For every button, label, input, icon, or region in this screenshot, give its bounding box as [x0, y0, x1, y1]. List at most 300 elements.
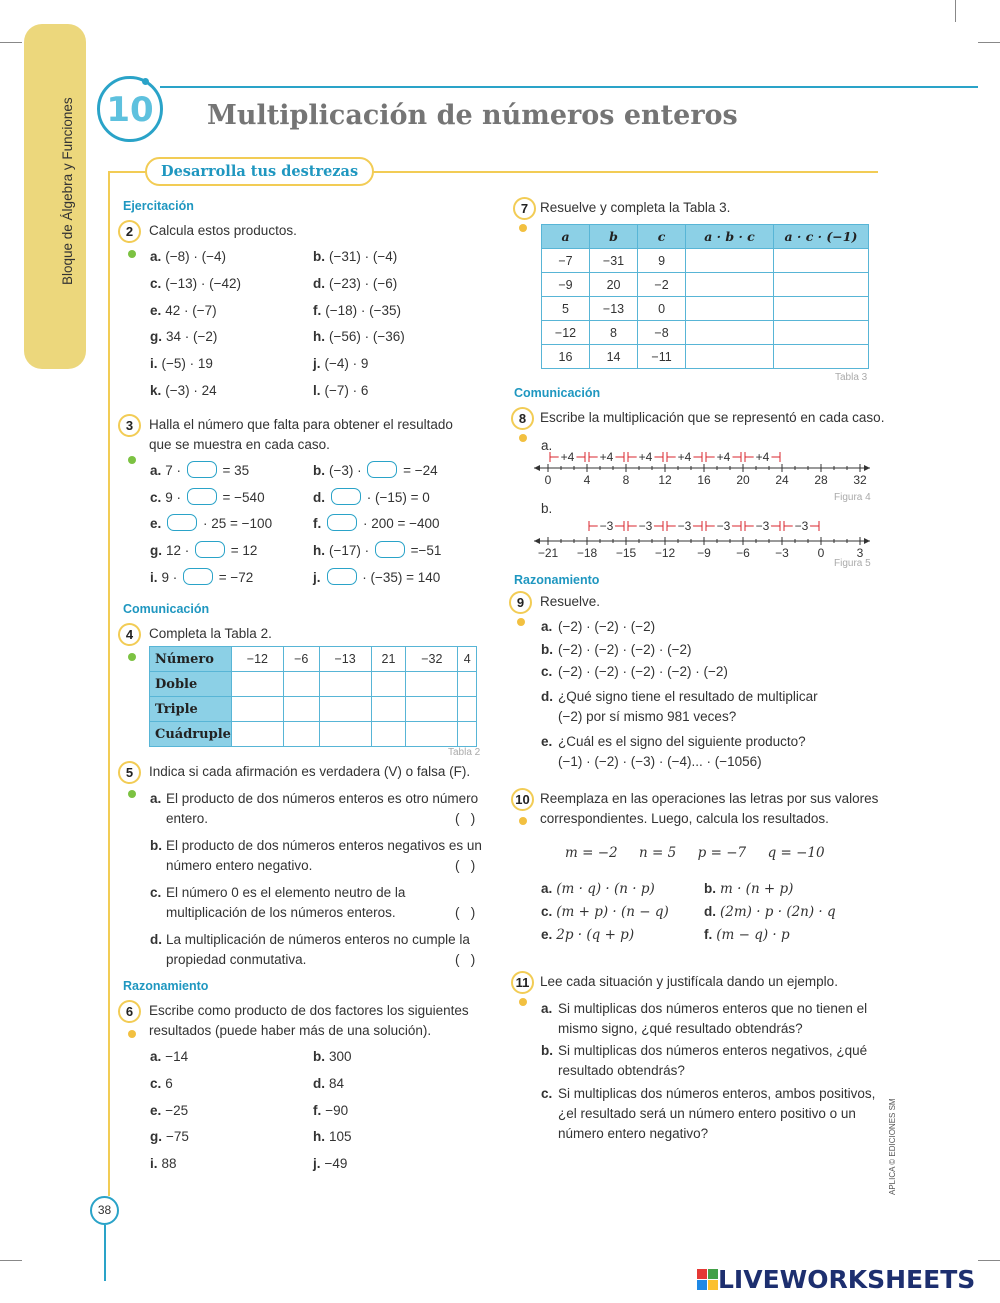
item-text: (−18) · (−35): [325, 302, 402, 318]
item-line: ¿Cuál es el signo del siguiente producto?: [558, 734, 806, 749]
item-label: f.: [704, 927, 713, 942]
answer-cell: [686, 249, 774, 273]
item-line: (−2) por sí mismo 981 veces?: [558, 709, 737, 724]
tick-label: 0: [817, 546, 825, 560]
item-text: (−7) · 6: [324, 383, 369, 398]
section-razonamiento: Razonamiento: [514, 573, 600, 587]
answer-blank: [167, 514, 197, 531]
column-header: b: [590, 225, 638, 249]
column-header: a · b · c: [686, 225, 774, 249]
tick-label: 0: [544, 473, 552, 487]
q6-item: [150, 1101, 188, 1121]
item-pre: (−3) ·: [329, 463, 366, 478]
tick-label: 28: [814, 473, 828, 487]
item-label: a.: [541, 619, 553, 634]
q2-item: [313, 274, 397, 294]
item-label: a.: [150, 1049, 162, 1064]
answer-blank: [187, 488, 217, 505]
q11-prompt: Lee cada situación y justifícala dando un ejemplo.: [540, 974, 838, 989]
item-line: (−2) · (−2) · (−2) · (−2): [558, 642, 692, 657]
crop-mark: [0, 42, 22, 43]
q3-item: [150, 514, 272, 534]
item-label: g.: [150, 329, 162, 345]
q2-item: [313, 301, 401, 321]
answer-blank: [367, 461, 397, 478]
table-row: [542, 345, 869, 369]
item-label: h.: [313, 329, 325, 345]
q6-item: [150, 1074, 173, 1094]
item-text: (2m) · p · (2n) · q: [720, 904, 836, 920]
liveworksheets-watermark: LIVEWORKSHEETS: [718, 1265, 976, 1294]
table-cell: −13: [590, 297, 638, 321]
jump-label: +4: [755, 450, 770, 464]
item-label: d.: [150, 932, 162, 947]
table-3-caption: Tabla 3: [835, 372, 868, 383]
q10-values: m = −2 n = 5 p = −7 q = −10: [565, 845, 825, 861]
item-label: b.: [313, 249, 325, 264]
level-dot: [519, 434, 527, 442]
table-cell: 21: [371, 647, 406, 672]
item-text: (−13) · (−42): [165, 275, 242, 291]
q2-item: [150, 381, 217, 401]
item-label: e.: [150, 1102, 162, 1118]
item-label: c.: [150, 885, 162, 900]
item-label: a.: [150, 791, 162, 806]
true-false-answer: ( ): [455, 811, 476, 826]
question-number: 4: [118, 623, 141, 646]
item-line: resultado obtendrás?: [558, 1063, 685, 1078]
row-header: Triple: [150, 697, 232, 722]
jump-label: +4: [677, 450, 692, 464]
item-text: −75: [166, 1129, 189, 1145]
answer-blank: [327, 514, 357, 531]
item-pre: 9 ·: [165, 489, 185, 505]
item-text: (−4) · 9: [324, 356, 369, 372]
item-label: f.: [313, 1102, 322, 1118]
arrow-left-icon: [534, 465, 540, 471]
answer-cell: [773, 249, 868, 273]
q6-item: [313, 1047, 352, 1067]
answer-cell: [686, 273, 774, 297]
level-dot: [128, 456, 136, 464]
statement-line: entero.: [166, 811, 209, 826]
arrow-right-icon: [864, 538, 870, 544]
table-2-caption: Tabla 2: [448, 747, 481, 758]
jump-label: −3: [755, 519, 770, 533]
table-cell: −2: [638, 273, 686, 297]
tick-label: −18: [576, 546, 598, 560]
item-label: e.: [541, 927, 553, 942]
answer-cell: [283, 672, 319, 697]
liveworksheets-logo-icon: [697, 1269, 719, 1291]
jump-label: +4: [560, 450, 575, 464]
item-text: (m + p) · (n − q): [556, 904, 669, 920]
statement-line: La multiplicación de números enteros no cumple la: [166, 932, 470, 947]
q6-item: [313, 1074, 344, 1094]
item-label: f.: [313, 516, 322, 532]
answer-blank: [195, 541, 225, 558]
table-cell: −8: [638, 321, 686, 345]
table-cell: −7: [542, 249, 590, 273]
item-text: (m · q) · (n · p): [556, 881, 655, 897]
level-dot: [519, 224, 527, 232]
item-label: d.: [704, 904, 716, 919]
q10-line-1: Reemplaza en las operaciones las letras por sus valores: [540, 791, 879, 806]
item-line: mismo signo, ¿qué resultado obtendrás?: [558, 1021, 803, 1036]
q6-item: [313, 1154, 347, 1174]
number-line-figure-5: [530, 515, 875, 565]
item-label: g.: [150, 1129, 162, 1145]
item-text: (−8) · (−4): [165, 249, 227, 264]
item-label: b.: [313, 463, 325, 478]
q6-item: [150, 1047, 188, 1067]
answer-cell: [371, 697, 406, 722]
section-comunicacion: Comunicación: [123, 602, 210, 616]
q3-prompt: Halla el número que falta para obtener el resultado que se muestra en cada caso.: [149, 417, 453, 452]
q8-label-a: a.: [541, 438, 553, 453]
answer-cell: [458, 672, 477, 697]
item-post: · 25 = −100: [199, 516, 273, 532]
column-header: a: [542, 225, 590, 249]
item-label: h.: [313, 1129, 325, 1145]
answer-blank: [327, 568, 357, 585]
table-cell: −12: [231, 647, 283, 672]
badge-dot: [142, 78, 149, 85]
tick-label: −12: [654, 546, 676, 560]
item-label: a.: [541, 1001, 553, 1016]
answer-cell: [406, 722, 458, 747]
answer-cell: [319, 697, 371, 722]
statement-line: propiedad conmutativa.: [166, 952, 307, 967]
answer-cell: [319, 722, 371, 747]
item-label: d.: [541, 689, 553, 704]
jump-label: −3: [599, 519, 614, 533]
table-row: [542, 273, 869, 297]
level-dot: [128, 250, 136, 258]
q2-item: [150, 274, 241, 294]
item-post: · (−15) = 0: [363, 489, 430, 505]
table-2: [149, 646, 477, 747]
answer-cell: [406, 672, 458, 697]
tick-label: −21: [537, 546, 559, 560]
table-cell: 4: [458, 647, 477, 672]
left-margin-rule: [108, 171, 110, 1196]
page-title: Multiplicación de números enteros: [207, 100, 738, 131]
level-dot: [519, 998, 527, 1006]
item-label: c.: [541, 904, 553, 919]
answer-cell: [458, 697, 477, 722]
item-text: 2p · (q + p): [556, 927, 635, 943]
item-line: Si multiplicas dos números enteros negativos, ¿qué: [558, 1043, 868, 1058]
item-label: j.: [313, 569, 321, 585]
side-tab: [24, 24, 86, 369]
answer-cell: [283, 697, 319, 722]
item-line: Si multiplicas dos números enteros, ambos positivos,: [558, 1086, 876, 1101]
item-label: j.: [313, 356, 321, 372]
answer-cell: [371, 672, 406, 697]
q2-item: [313, 354, 368, 374]
q6-item: [150, 1127, 189, 1147]
crop-mark: [0, 1260, 22, 1261]
question-number: 3: [118, 414, 141, 437]
level-dot: [128, 790, 136, 798]
table-cell: 0: [638, 297, 686, 321]
item-label: k.: [150, 383, 162, 398]
arrow-right-icon: [864, 465, 870, 471]
true-false-answer: ( ): [455, 905, 476, 920]
q6-item: [150, 1154, 177, 1174]
jump-label: −3: [677, 519, 692, 533]
side-tab-label: Bloque de Álgebra y Funciones: [60, 97, 75, 285]
item-post: · (−35) = 140: [358, 569, 441, 585]
tick-label: 4: [583, 473, 591, 487]
answer-blank: [375, 541, 405, 558]
q3-item: [313, 461, 438, 481]
item-line: Si multiplicas dos números enteros que no tienen el: [558, 1001, 868, 1016]
table-cell: 14: [590, 345, 638, 369]
q6-prompt: Escribe como producto de dos factores los siguientes resultados (puede haber más de una solución).: [149, 1003, 469, 1038]
item-post: =−51: [406, 543, 442, 559]
item-label: b.: [541, 642, 553, 657]
answer-cell: [686, 345, 774, 369]
item-line: (−2) · (−2) · (−2) · (−2) · (−2): [558, 664, 728, 679]
answer-blank: [183, 568, 213, 585]
item-label: a.: [150, 249, 162, 264]
answer-cell: [231, 697, 283, 722]
item-label: c.: [150, 489, 162, 505]
answer-cell: [319, 672, 371, 697]
table-cell: −6: [283, 647, 319, 672]
item-text: 34 · (−2): [166, 329, 218, 345]
arrow-left-icon: [534, 538, 540, 544]
item-post: = −72: [215, 569, 254, 585]
q9-prompt: Resuelve.: [540, 594, 601, 609]
statement-line: El número 0 es el elemento neutro de la: [166, 885, 406, 900]
q2-item: [150, 354, 213, 374]
item-label: b.: [541, 1043, 553, 1058]
answer-cell: [371, 722, 406, 747]
item-text: m · (n + p): [720, 881, 794, 897]
item-text: 42 · (−7): [165, 302, 217, 318]
q2-item: [150, 301, 217, 321]
question-number: 10: [511, 788, 534, 811]
item-label: h.: [313, 543, 325, 559]
level-dot: [128, 1030, 136, 1038]
q3-item: [313, 541, 441, 561]
level-dot: [128, 653, 136, 661]
item-label: a.: [150, 463, 162, 478]
question-number: 2: [118, 220, 141, 243]
item-text: (−31) · (−4): [329, 249, 398, 264]
statement-line: número entero negativo.: [166, 858, 313, 873]
item-pre: 7 ·: [165, 463, 185, 478]
item-post: = −540: [218, 489, 265, 505]
tick-label: −3: [775, 546, 789, 560]
item-text: 105: [329, 1129, 352, 1145]
q10-item: [541, 925, 634, 945]
question-number: 6: [118, 1000, 141, 1023]
item-label: f.: [313, 302, 322, 318]
item-label: i.: [150, 1156, 158, 1172]
tick-label: 3: [856, 546, 864, 560]
table-row: [150, 672, 477, 697]
jump-label: −3: [794, 519, 809, 533]
item-text: −49: [324, 1156, 348, 1172]
crop-mark: [978, 42, 1000, 43]
header-rule: [160, 86, 978, 88]
row-header: Número: [150, 647, 232, 672]
column-header: a · c · (−1): [773, 225, 868, 249]
q8-label-b: b.: [541, 501, 553, 516]
answer-cell: [231, 672, 283, 697]
table-cell: 16: [542, 345, 590, 369]
item-text: (m − q) · p: [716, 927, 790, 943]
item-pre: 12 ·: [166, 543, 194, 559]
item-label: l.: [313, 383, 321, 398]
answer-cell: [283, 722, 319, 747]
jump-label: −3: [716, 519, 731, 533]
q6-item: [313, 1101, 348, 1121]
question-number: 11: [511, 971, 534, 994]
row-header: Cuádruple: [150, 722, 232, 747]
tick-label: −6: [736, 546, 750, 560]
item-post: = 35: [218, 463, 250, 478]
answer-blank: [331, 488, 361, 505]
item-label: e.: [150, 302, 162, 318]
jump-label: +4: [599, 450, 614, 464]
item-label: e.: [541, 734, 553, 749]
item-label: e.: [150, 516, 162, 532]
statement-line: multiplicación de los números enteros.: [166, 905, 396, 920]
lesson-number: 10: [106, 90, 154, 130]
item-text: −14: [165, 1049, 189, 1064]
table-row: [542, 321, 869, 345]
lesson-number-badge: [97, 76, 163, 142]
table-cell: 8: [590, 321, 638, 345]
item-label: i.: [150, 569, 158, 585]
q3-item: [150, 568, 253, 588]
item-text: (−23) · (−6): [329, 275, 398, 291]
tick-label: −15: [615, 546, 637, 560]
q4-prompt: Completa la Tabla 2.: [149, 626, 272, 641]
q3-item: [313, 514, 440, 534]
table-cell: −11: [638, 345, 686, 369]
answer-cell: [458, 722, 477, 747]
item-text: 6: [165, 1075, 173, 1091]
number-line-figure-4: [530, 446, 875, 491]
true-false-answer: ( ): [455, 858, 476, 873]
item-text: −90: [325, 1102, 349, 1118]
table-cell: −31: [590, 249, 638, 273]
item-text: 300: [329, 1049, 352, 1064]
true-false-answer: ( ): [455, 952, 476, 967]
item-label: d.: [313, 1075, 325, 1091]
item-post: = −24: [399, 463, 438, 478]
tick-label: 8: [622, 473, 630, 487]
q10-item: [541, 879, 655, 899]
jump-label: −3: [638, 519, 653, 533]
level-dot: [517, 618, 525, 626]
table-cell: 5: [542, 297, 590, 321]
item-text: −25: [165, 1102, 189, 1118]
table-cell: −32: [406, 647, 458, 672]
answer-cell: [231, 722, 283, 747]
q2-prompt: Calcula estos productos.: [149, 223, 297, 238]
table-3: [541, 224, 869, 369]
item-text: 84: [329, 1075, 345, 1091]
question-number: 8: [511, 407, 534, 430]
q3-item: [313, 488, 430, 508]
section-ejercitacion: Ejercitación: [123, 199, 194, 213]
q2-item: [313, 247, 397, 267]
item-line: número entero negativo?: [558, 1126, 709, 1141]
answer-cell: [406, 697, 458, 722]
item-line: (−2) · (−2) · (−2): [558, 619, 656, 634]
figure-4-caption: Figura 4: [834, 492, 871, 503]
row-header: Doble: [150, 672, 232, 697]
table-row: [150, 697, 477, 722]
q10-item: [704, 925, 790, 945]
item-label: c.: [150, 1075, 162, 1091]
question-number: 5: [118, 761, 141, 784]
item-label: j.: [313, 1156, 321, 1172]
question-number: 9: [509, 591, 532, 614]
item-label: c.: [541, 664, 553, 679]
item-line: (−1) · (−2) · (−3) · (−4)... · (−1056): [558, 754, 762, 769]
q2-item: [313, 381, 368, 401]
item-line: ¿el resultado será un número entero positivo o un: [558, 1106, 856, 1121]
page-number: 38: [90, 1196, 119, 1225]
answer-cell: [686, 297, 774, 321]
q10-line-2: correspondientes. Luego, calcula los resultados.: [540, 811, 829, 826]
q2-item: [313, 327, 405, 347]
item-post: · 200 = −400: [359, 516, 440, 532]
item-label: b.: [704, 881, 716, 896]
crop-mark: [978, 1260, 1000, 1261]
answer-cell: [686, 321, 774, 345]
item-label: c.: [150, 275, 162, 291]
item-label: b.: [150, 838, 162, 853]
answer-cell: [773, 273, 868, 297]
table-cell: −13: [319, 647, 371, 672]
tick-label: 24: [775, 473, 789, 487]
answer-blank: [187, 461, 217, 478]
level-dot: [519, 817, 527, 825]
crop-mark: [955, 0, 956, 22]
tick-label: −9: [697, 546, 711, 560]
q2-item: [150, 327, 217, 347]
jump-label: +4: [716, 450, 731, 464]
table-cell: 20: [590, 273, 638, 297]
table-cell: −12: [542, 321, 590, 345]
table-cell: 9: [638, 249, 686, 273]
q6-item: [313, 1127, 352, 1147]
q7-prompt: Resuelve y completa la Tabla 3.: [540, 200, 731, 215]
figure-5-caption: Figura 5: [834, 558, 871, 569]
tick-label: 16: [697, 473, 711, 487]
statement-line: El producto de dos números enteros negativos es un: [166, 838, 482, 853]
question-number: 7: [513, 197, 536, 220]
q10-item: [704, 879, 793, 899]
answer-cell: [773, 321, 868, 345]
q3-item: [150, 461, 249, 481]
item-label: d.: [313, 489, 325, 505]
answer-cell: [773, 297, 868, 321]
q10-item: [541, 902, 669, 922]
footer-rule: [104, 1225, 106, 1281]
item-pre: (−17) ·: [329, 543, 373, 559]
section-banner: Desarrolla tus destrezas: [145, 157, 374, 186]
